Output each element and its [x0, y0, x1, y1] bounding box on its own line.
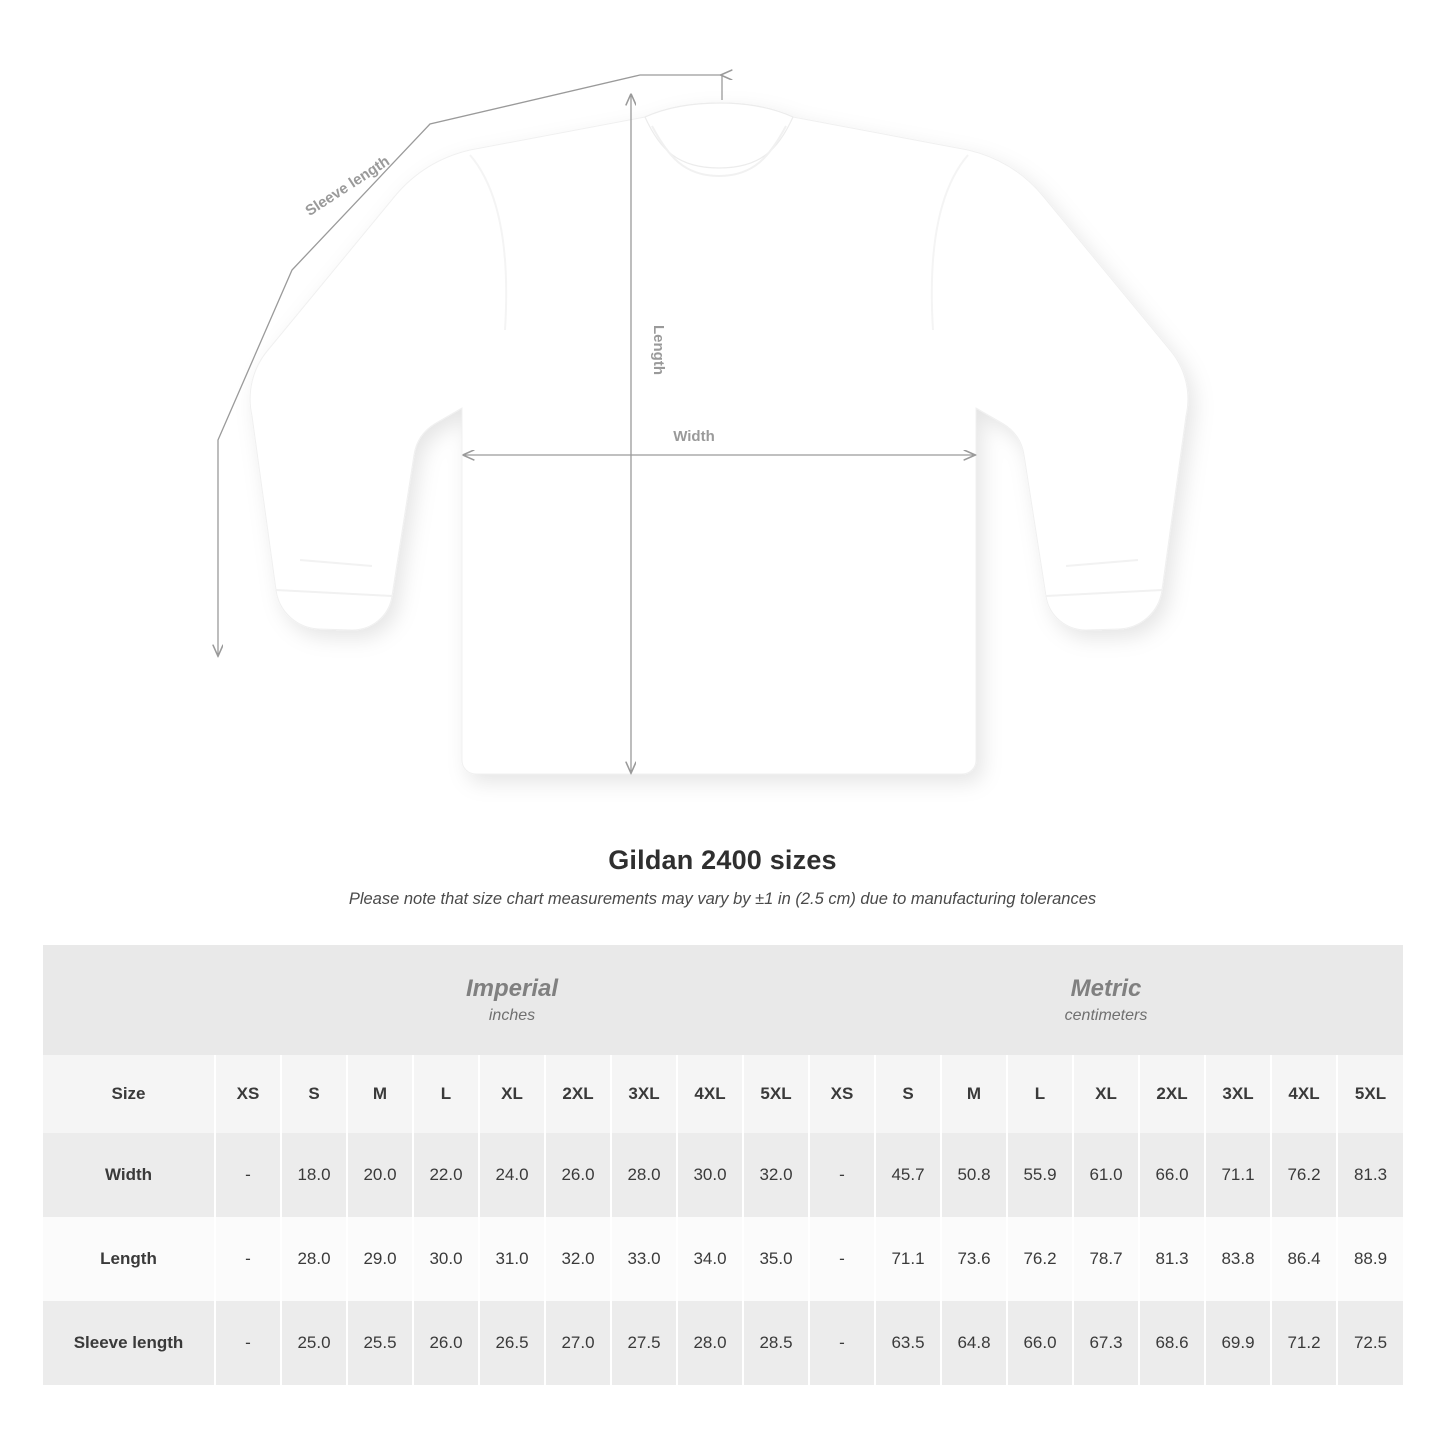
column-header: 3XL: [611, 1055, 677, 1133]
row-label: Sleeve length: [43, 1301, 215, 1385]
unit-header-spacer: [43, 945, 215, 1055]
cell-imperial: 30.0: [413, 1217, 479, 1301]
tolerance-note: Please note that size chart measurements may vary by ±1 in (2.5 cm) due to manufacturing tolerances: [348, 890, 1097, 908]
cell-metric: 66.0: [1139, 1133, 1205, 1217]
cell-imperial: 32.0: [743, 1133, 809, 1217]
cell-metric: 71.1: [1205, 1133, 1271, 1217]
cell-imperial: 32.0: [545, 1217, 611, 1301]
cell-metric: 71.2: [1271, 1301, 1337, 1385]
cell-metric: 66.0: [1007, 1301, 1073, 1385]
row-label: Length: [43, 1217, 215, 1301]
cell-imperial: 35.0: [743, 1217, 809, 1301]
size-header-row: [43, 1055, 1403, 1133]
cell-metric: -: [809, 1217, 875, 1301]
cell-imperial: 25.5: [347, 1301, 413, 1385]
length-label: Length: [650, 325, 667, 375]
cell-imperial: -: [215, 1301, 281, 1385]
cell-metric: 71.1: [875, 1217, 941, 1301]
column-header: XS: [215, 1055, 281, 1133]
cell-imperial: 31.0: [479, 1217, 545, 1301]
cell-imperial: 28.0: [677, 1301, 743, 1385]
column-header: XL: [1073, 1055, 1139, 1133]
cell-imperial: 34.0: [677, 1217, 743, 1301]
cell-metric: 69.9: [1205, 1301, 1271, 1385]
cell-imperial: 33.0: [611, 1217, 677, 1301]
page-title: Gildan 2400 sizes: [608, 845, 837, 875]
column-header: S: [875, 1055, 941, 1133]
cell-imperial: -: [215, 1133, 281, 1217]
cell-imperial: 28.5: [743, 1301, 809, 1385]
size-table-wrap: [43, 945, 1403, 1385]
sleeve-length-label: Sleeve length: [302, 152, 393, 220]
column-header: L: [1007, 1055, 1073, 1133]
cell-metric: 76.2: [1007, 1217, 1073, 1301]
column-header: XL: [479, 1055, 545, 1133]
table-row: [43, 1133, 1403, 1217]
column-header: 4XL: [677, 1055, 743, 1133]
column-header: M: [347, 1055, 413, 1133]
unit-group-sub: inches: [488, 1006, 536, 1024]
column-header: M: [941, 1055, 1007, 1133]
cell-imperial: -: [215, 1217, 281, 1301]
cell-metric: 61.0: [1073, 1133, 1139, 1217]
shirt-shape: [250, 103, 1188, 774]
column-header: 2XL: [1139, 1055, 1205, 1133]
size-table: [43, 945, 1403, 1385]
column-header: XS: [809, 1055, 875, 1133]
cell-metric: 55.9: [1007, 1133, 1073, 1217]
column-header: S: [281, 1055, 347, 1133]
column-header: 2XL: [545, 1055, 611, 1133]
unit-group-name: Imperial: [465, 975, 559, 1003]
unit-group-name: Metric: [1070, 975, 1142, 1003]
cell-metric: 45.7: [875, 1133, 941, 1217]
table-row: [43, 1301, 1403, 1385]
cell-metric: 81.3: [1139, 1217, 1205, 1301]
size-header-label: Size: [43, 1055, 215, 1133]
unit-header-row: [43, 945, 1403, 1055]
row-label: Width: [43, 1133, 215, 1217]
cell-imperial: 26.0: [545, 1133, 611, 1217]
column-header: 5XL: [1337, 1055, 1403, 1133]
cell-metric: 72.5: [1337, 1301, 1403, 1385]
column-header: 3XL: [1205, 1055, 1271, 1133]
cell-imperial: 29.0: [347, 1217, 413, 1301]
cell-metric: 76.2: [1271, 1133, 1337, 1217]
cell-metric: 83.8: [1205, 1217, 1271, 1301]
cell-metric: 78.7: [1073, 1217, 1139, 1301]
cell-imperial: 26.0: [413, 1301, 479, 1385]
cell-imperial: 28.0: [611, 1133, 677, 1217]
cell-metric: 67.3: [1073, 1301, 1139, 1385]
unit-group-sub: centimeters: [1064, 1006, 1148, 1024]
cell-imperial: 27.5: [611, 1301, 677, 1385]
table-row: [43, 1217, 1403, 1301]
title-block: [0, 845, 1445, 909]
cell-metric: 86.4: [1271, 1217, 1337, 1301]
cell-imperial: 25.0: [281, 1301, 347, 1385]
cell-metric: -: [809, 1133, 875, 1217]
cell-metric: 68.6: [1139, 1301, 1205, 1385]
cell-metric: 50.8: [941, 1133, 1007, 1217]
column-header: 4XL: [1271, 1055, 1337, 1133]
cell-metric: 73.6: [941, 1217, 1007, 1301]
cell-imperial: 24.0: [479, 1133, 545, 1217]
column-header: L: [413, 1055, 479, 1133]
cell-imperial: 22.0: [413, 1133, 479, 1217]
cell-imperial: 26.5: [479, 1301, 545, 1385]
cell-imperial: 30.0: [677, 1133, 743, 1217]
cell-imperial: 28.0: [281, 1217, 347, 1301]
cell-imperial: 18.0: [281, 1133, 347, 1217]
cell-imperial: 27.0: [545, 1301, 611, 1385]
cell-metric: 64.8: [941, 1301, 1007, 1385]
unit-group-header-metric: [809, 945, 1403, 1055]
cell-metric: 81.3: [1337, 1133, 1403, 1217]
cell-metric: 63.5: [875, 1301, 941, 1385]
cell-imperial: 20.0: [347, 1133, 413, 1217]
cell-metric: 88.9: [1337, 1217, 1403, 1301]
column-header: 5XL: [743, 1055, 809, 1133]
cell-metric: -: [809, 1301, 875, 1385]
unit-group-header-imperial: [215, 945, 809, 1055]
width-label: Width: [673, 428, 715, 445]
